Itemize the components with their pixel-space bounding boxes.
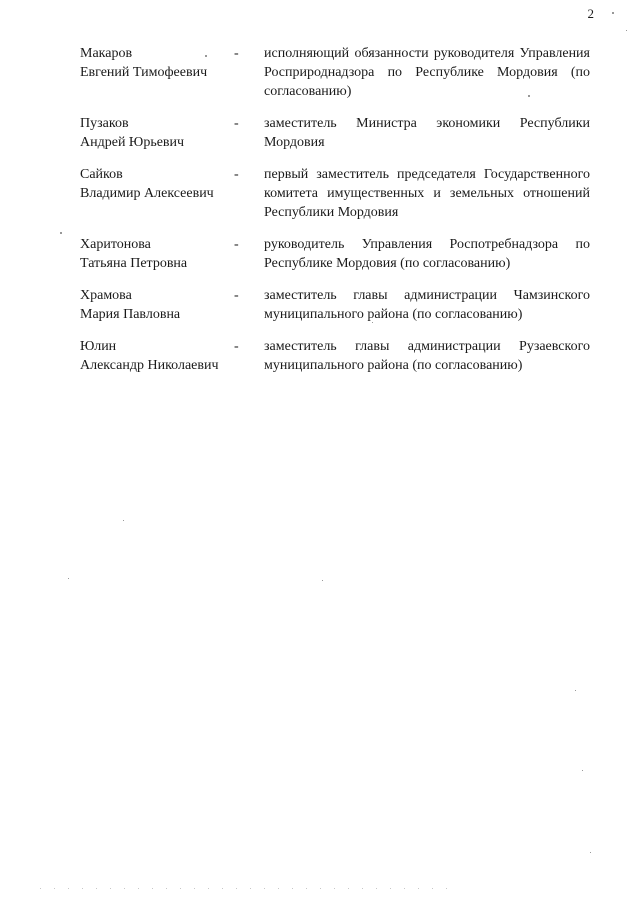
member-dash: - [234, 288, 239, 303]
member-given-names: Андрей Юрьевич [80, 135, 185, 150]
page-number: 2 [587, 6, 594, 21]
member-list [80, 44, 590, 388]
scan-speck [626, 30, 627, 31]
scan-speck [322, 580, 323, 581]
scan-speck [582, 770, 583, 771]
scan-speck [123, 520, 124, 521]
member-given-names: Мария Павловна [80, 307, 181, 322]
member-given-names: Владимир Алексеевич [80, 186, 214, 201]
member-row [80, 286, 590, 324]
member-name [80, 235, 232, 273]
scan-speck [590, 852, 591, 853]
scan-speck [60, 232, 62, 234]
member-position: первый заместитель председателя Государственного комитета имущественных и земельных отношений Республики Мордовия [264, 167, 590, 220]
member-surname: Храмова [80, 288, 132, 303]
member-row [80, 165, 590, 222]
member-surname: Сайков [80, 167, 123, 182]
scan-speck [68, 578, 69, 579]
member-given-names: Татьяна Петровна [80, 256, 188, 271]
scan-speck [372, 322, 373, 323]
member-name [80, 44, 232, 82]
member-row [80, 235, 590, 273]
member-position: исполняющий обязанности руководителя Управления Росприроднадзора по Республике Мордовия (по согласованию) [264, 46, 590, 99]
member-name [80, 165, 232, 203]
member-dash: - [234, 167, 239, 182]
member-position: заместитель главы администрации Рузаевского муниципального района (по согласованию) [264, 339, 590, 373]
member-dash: - [234, 339, 239, 354]
member-surname: Пузаков [80, 116, 129, 131]
member-given-names: Александр Николаевич [80, 358, 219, 373]
member-given-names: Евгений Тимофеевич [80, 65, 208, 80]
scan-speck [575, 690, 576, 691]
member-dash: - [234, 237, 239, 252]
member-row [80, 337, 590, 375]
member-position: заместитель Министра экономики Республики Мордовия [264, 116, 590, 150]
member-name [80, 286, 232, 324]
member-name [80, 337, 232, 375]
member-row [80, 44, 590, 101]
scan-speck [205, 55, 207, 57]
scan-noise-line [40, 888, 460, 889]
member-surname: Харитонова [80, 237, 151, 252]
member-position: руководитель Управления Роспотребнадзора по Республике Мордовия (по согласованию) [264, 237, 590, 271]
scan-speck [612, 12, 614, 14]
member-dash: - [234, 46, 239, 61]
member-surname: Макаров [80, 46, 133, 61]
member-surname: Юлин [80, 339, 117, 354]
scan-speck [528, 95, 530, 97]
member-position: заместитель главы администрации Чамзинского муниципального района (по согласованию) [264, 288, 590, 322]
member-name [80, 114, 232, 152]
member-dash: - [234, 116, 239, 131]
member-row [80, 114, 590, 152]
